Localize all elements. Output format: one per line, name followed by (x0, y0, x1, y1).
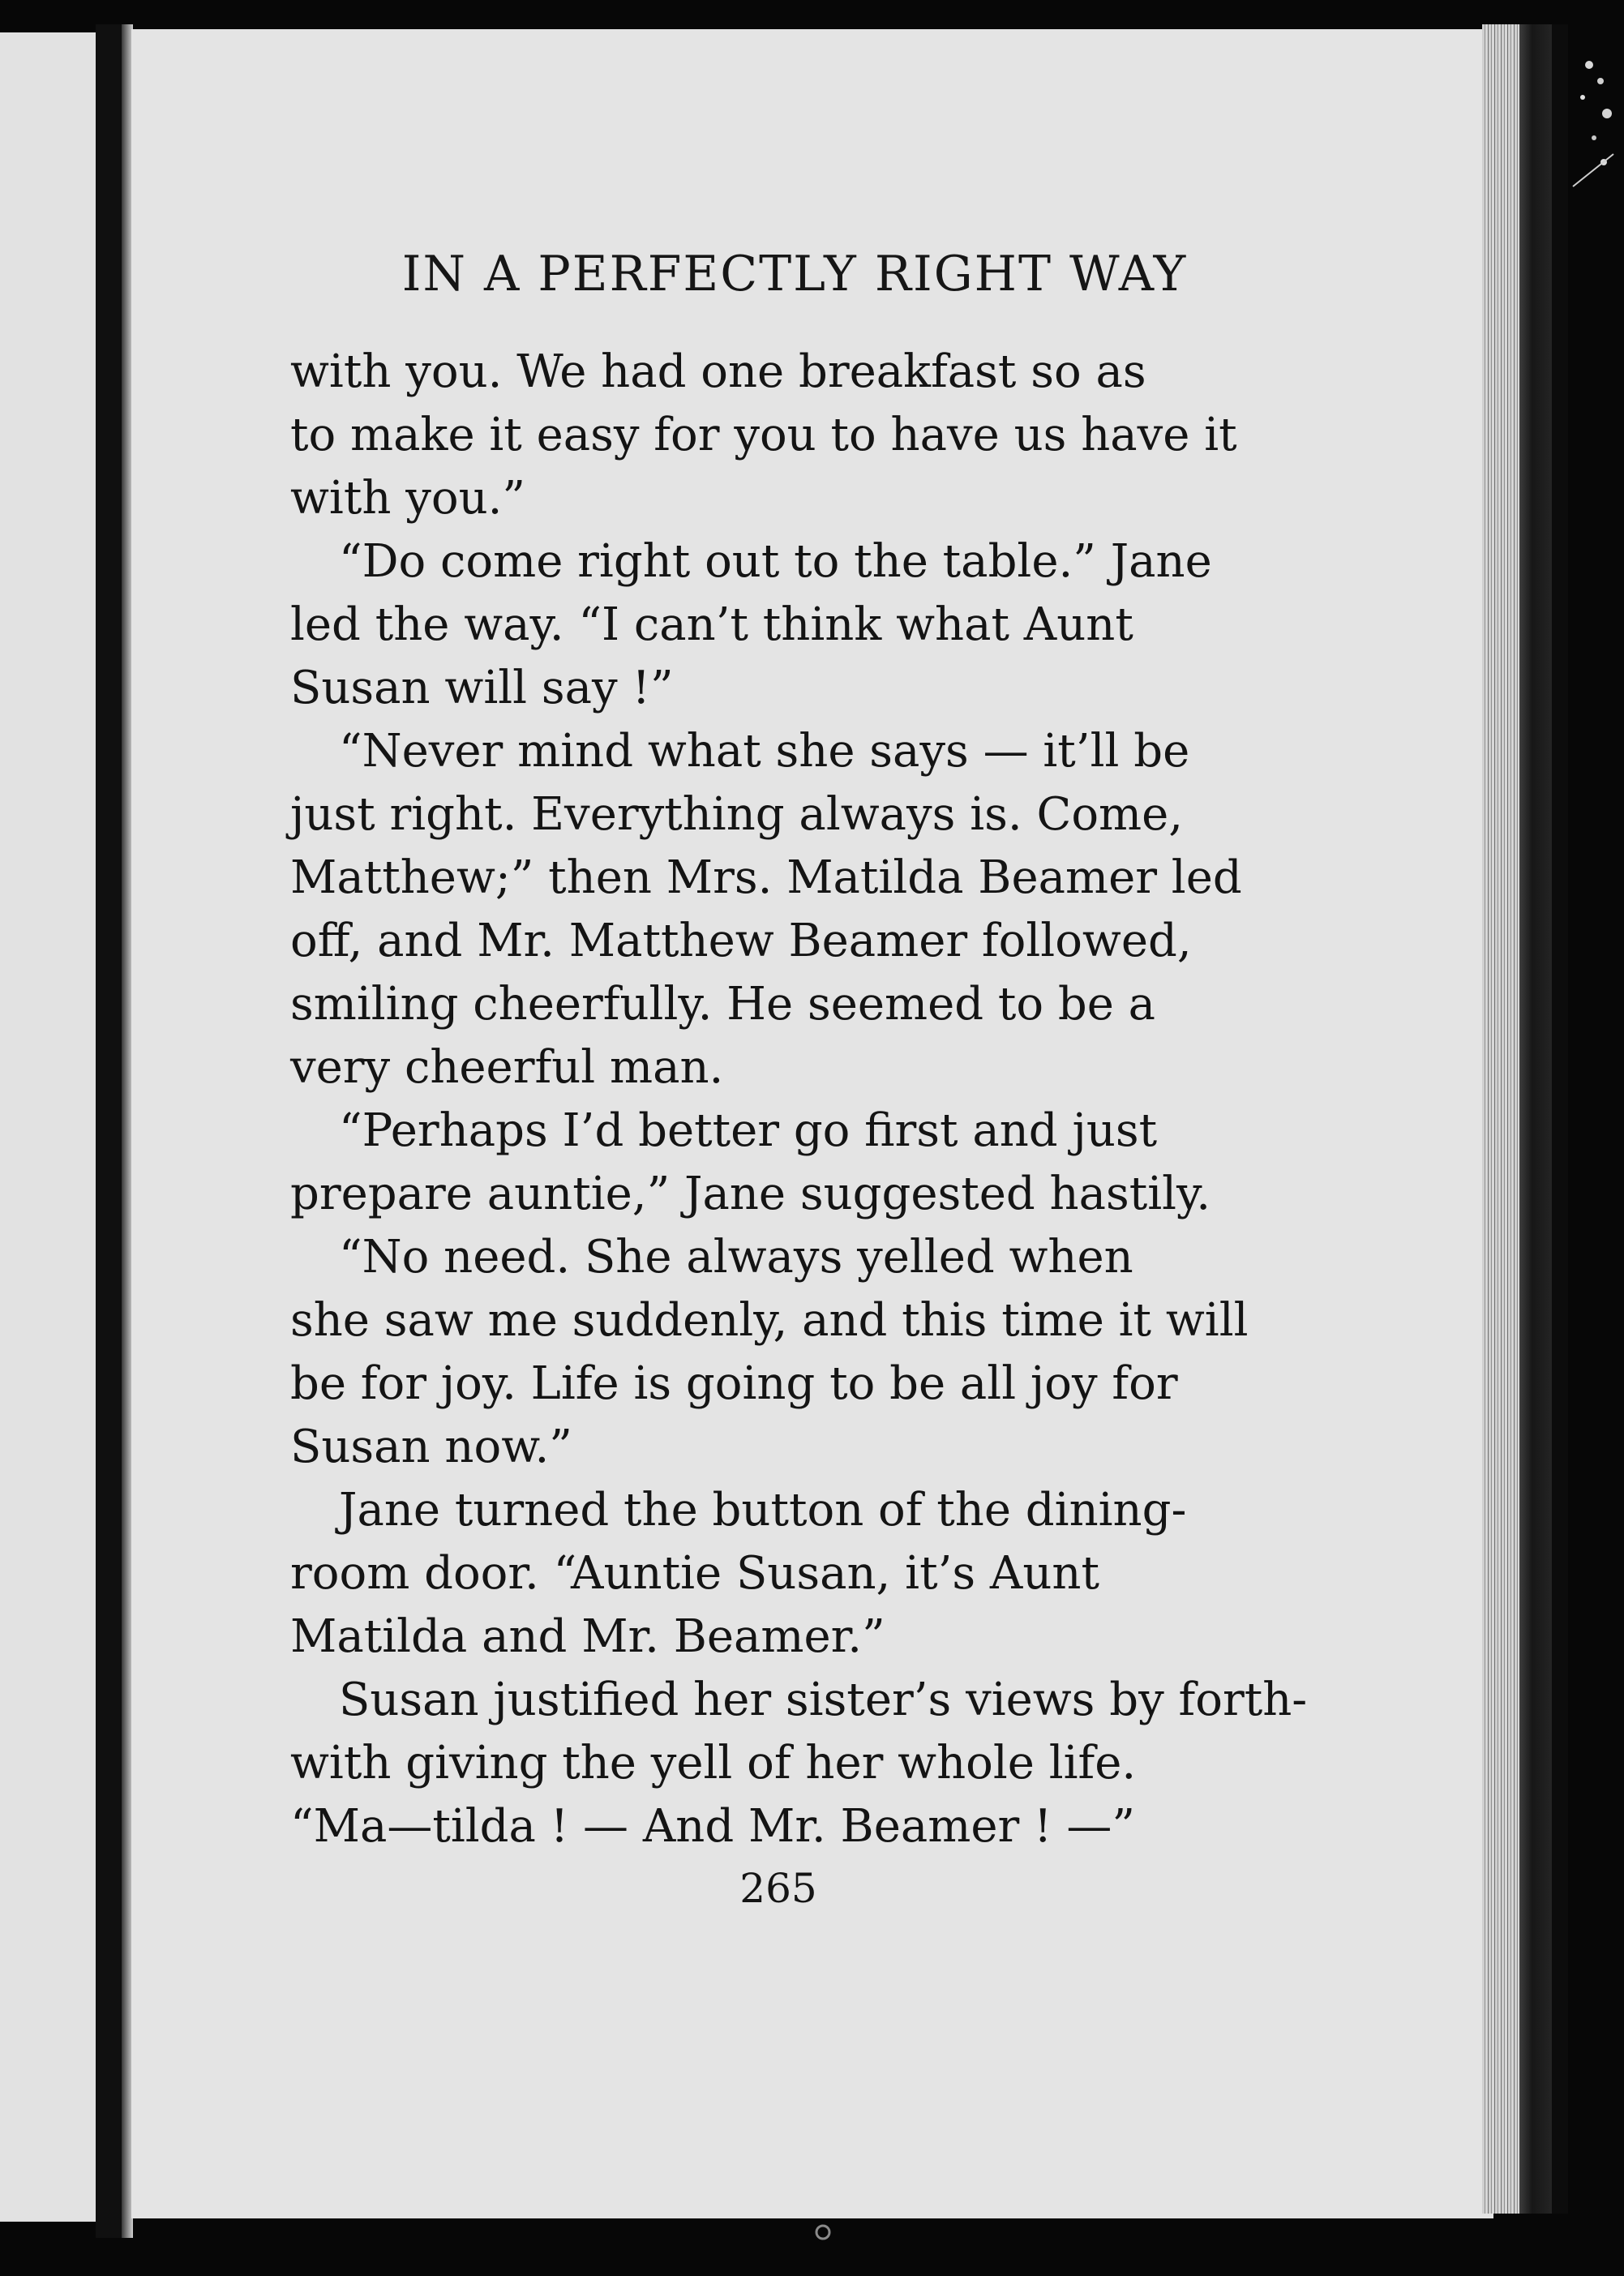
scan-speck (811, 2220, 835, 2244)
facing-page-edge (0, 32, 96, 2222)
text-line: Matthew;” then Mrs. Matilda Beamer led (290, 851, 1242, 904)
text-line: smiling cheerfully. He seemed to be a (290, 978, 1156, 1031)
text-line: off, and Mr. Matthew Beamer followed, (290, 915, 1192, 967)
text-line: very cheerful man. (290, 1041, 724, 1094)
text-line: with you. We had one breakfast so as (290, 345, 1146, 398)
dust-specks (1565, 32, 1622, 211)
text-line: “Perhaps I’d better go first and just (339, 1104, 1158, 1157)
text-line: Susan will say !” (290, 662, 674, 714)
text-line: she saw me suddenly, and this time it will (290, 1294, 1249, 1347)
text-line: Jane turned the button of the dining- (339, 1484, 1187, 1537)
text-line: “Never mind what she says — it’ll be (339, 725, 1190, 778)
text-line: Susan justified her sister’s views by forth- (339, 1674, 1308, 1726)
text-line: prepare auntie,” Jane suggested hastily. (290, 1168, 1211, 1220)
text-line: to make it easy for you to have us have it (290, 409, 1237, 461)
text-line: “Do come right out to the table.” Jane (339, 535, 1212, 588)
text-line: Matilda and Mr. Beamer.” (290, 1610, 885, 1663)
left-gutter (96, 24, 123, 2238)
text-line: led the way. “I can’t think what Aunt (290, 598, 1133, 651)
text-line: just right. Everything always is. Come, (290, 788, 1184, 841)
text-line: “No need. She always yelled when (339, 1231, 1133, 1284)
body-text (290, 341, 1308, 1858)
text-line: room door. “Auntie Susan, it’s Aunt (290, 1547, 1099, 1600)
text-line: with you.” (290, 472, 526, 525)
page-stack-edges (1482, 24, 1519, 2214)
text-line: with giving the yell of her whole life. (290, 1737, 1137, 1790)
book-binding (1519, 24, 1552, 2214)
text-line: be for joy. Life is going to be all joy for (290, 1357, 1178, 1410)
page-number: 265 (739, 1865, 817, 1912)
text-line: “Ma—tilda ! — And Mr. Beamer ! —” (290, 1800, 1135, 1853)
running-head: IN A PERFECTLY RIGHT WAY (401, 246, 1188, 302)
binding-shadow (1552, 24, 1568, 2214)
text-line: Susan now.” (290, 1421, 572, 1473)
